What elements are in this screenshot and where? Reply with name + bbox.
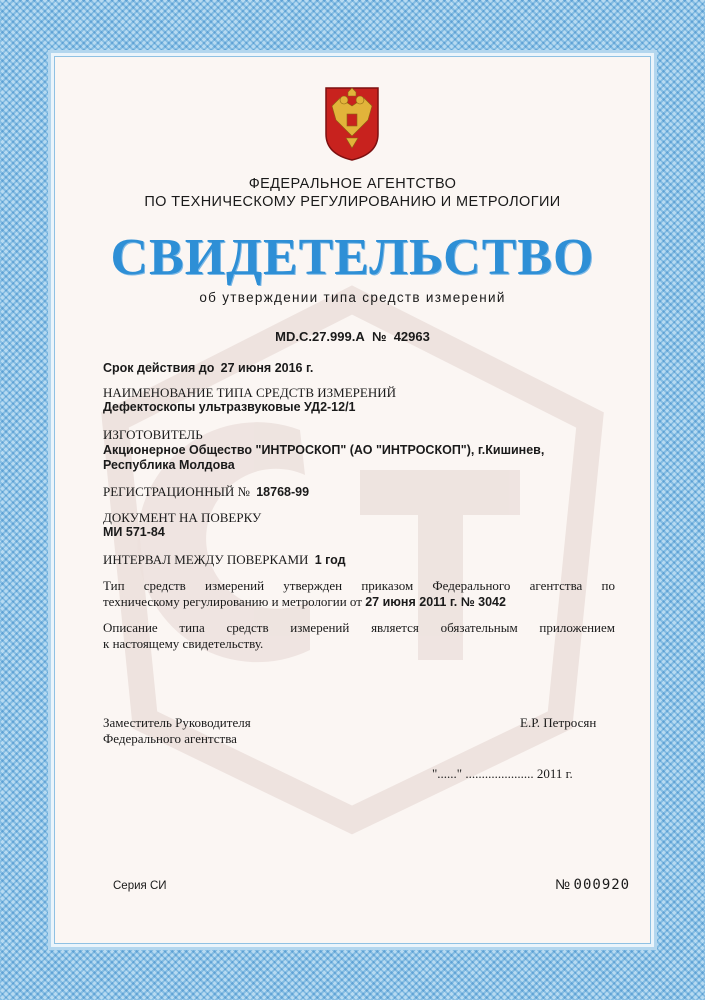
- certificate-number-line: [0, 329, 705, 344]
- validity-date: 27 июня 2016 г.: [220, 361, 314, 375]
- interval-label: ИНТЕРВАЛ МЕЖДУ ПОВЕРКАМИ: [103, 552, 309, 567]
- approval-text: техническому регулированию и метрологии от: [103, 594, 362, 609]
- form-serial-number: 000920: [573, 877, 631, 893]
- signer-position-line-1: Заместитель Руководителя: [103, 715, 251, 730]
- certificate-number: 42963: [393, 329, 430, 344]
- certificate-code: MD.C.27.999.A: [275, 329, 365, 344]
- approval-line-2: [103, 594, 615, 610]
- registration-row: [103, 484, 309, 500]
- series-label: Серия СИ: [113, 880, 167, 892]
- interval-row: [103, 552, 346, 568]
- verification-doc-value: МИ 571-84: [103, 525, 165, 539]
- verification-doc-label: ДОКУМЕНТ НА ПОВЕРКУ: [103, 510, 262, 525]
- certificate-subtitle: об утверждении типа средств измерений: [199, 290, 506, 305]
- registration-value: 18768-99: [256, 485, 310, 499]
- description-line-2: к настоящему свидетельству.: [103, 636, 264, 651]
- type-name-label: НАИМЕНОВАНИЕ ТИПА СРЕДСТВ ИЗМЕРЕНИЙ: [103, 385, 396, 400]
- description-line-1: Описание типа средств измерений является обязательным приложением: [103, 620, 615, 635]
- signer-position-line-2: Федерального агентства: [103, 731, 237, 746]
- signer-name: Е.Р. Петросян: [520, 715, 597, 730]
- manufacturer-label: ИЗГОТОВИТЕЛЬ: [103, 427, 203, 442]
- agency-name-line-2: ПО ТЕХНИЧЕСКОМУ РЕГУЛИРОВАНИЮ И МЕТРОЛОГИИ: [144, 194, 561, 210]
- agency-name-line-1: ФЕДЕРАЛЬНОЕ АГЕНТСТВО: [248, 176, 457, 192]
- certificate-no-sign: №: [371, 329, 387, 344]
- validity-label: Срок действия до: [103, 361, 215, 375]
- manufacturer-value-line-2: Республика Молдова: [103, 458, 235, 472]
- registration-label: РЕГИСТРАЦИОННЫЙ №: [103, 484, 250, 499]
- approval-order-date: 27 июня 2011 г. № 3042: [365, 595, 506, 609]
- footer-no-sign: №: [555, 876, 571, 892]
- footer-number: [555, 876, 630, 894]
- certificate-title: СВИДЕТЕЛЬСТВО: [110, 229, 595, 286]
- validity-row: [103, 361, 313, 376]
- type-name-value: Дефектоскопы ультразвуковые УД2-12/1: [103, 400, 356, 414]
- signature-date: "......" ..................... 2011 г.: [432, 766, 573, 781]
- approval-line-1: Тип средств измерений утвержден приказом Федерального агентства по: [103, 578, 615, 593]
- manufacturer-value-line-1: Акционерное Общество "ИНТРОСКОП" (АО "ИНТРОСКОП"), г.Кишинев,: [103, 443, 545, 457]
- russian-coat-of-arms-icon: [322, 84, 382, 162]
- interval-value: 1 год: [314, 553, 346, 567]
